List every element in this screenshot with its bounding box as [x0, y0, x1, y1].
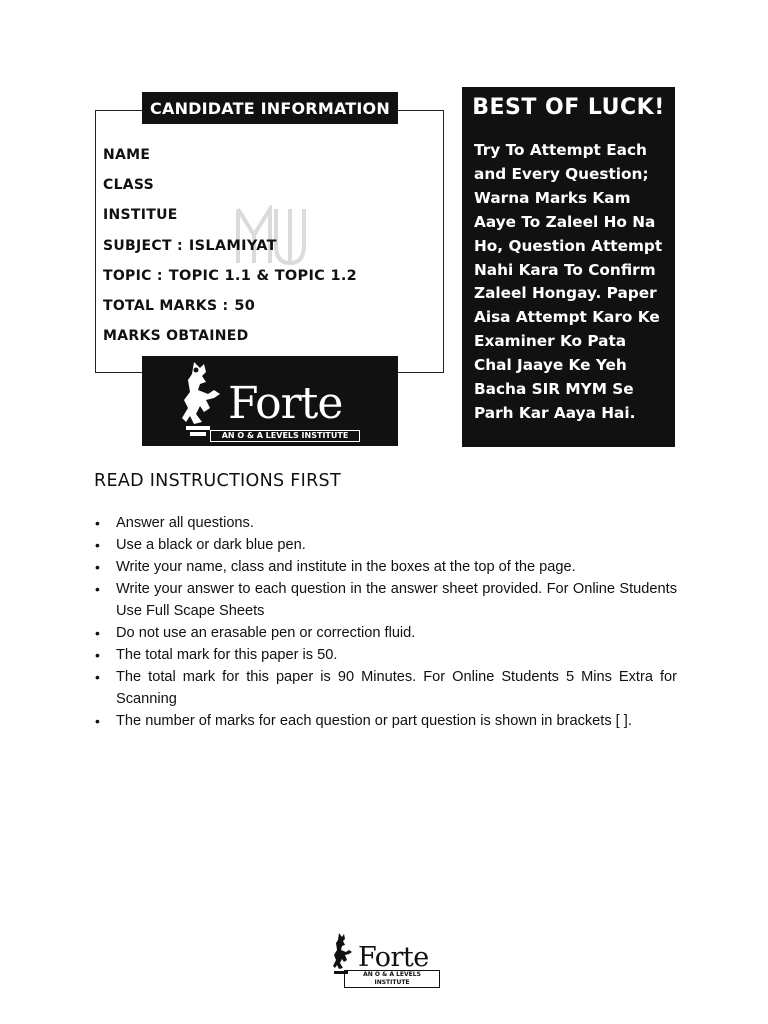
candidate-info-header: CANDIDATE INFORMATION: [142, 92, 398, 124]
class-field: [103, 170, 433, 200]
field-label: SUBJECT :: [103, 237, 183, 254]
topic-field: [103, 261, 433, 291]
luck-line: Try To Attempt Each: [474, 141, 647, 159]
institute-field: [103, 200, 433, 230]
luck-line: Chal Jaaye Ke Yeh: [474, 356, 627, 375]
field-value: TOPIC 1.1 & TOPIC 1.2: [168, 267, 358, 284]
luck-message: [474, 139, 674, 426]
luck-line: Aaye To Zaleel Ho Na: [474, 212, 656, 231]
best-of-luck-box: [462, 87, 675, 447]
logo-name: Forte: [228, 378, 343, 429]
footer-logo-name: Forte: [358, 942, 429, 973]
field-label: TOPIC :: [103, 267, 163, 284]
field-label: NAME: [103, 147, 151, 164]
luck-line: Parh Kar Aaya Hai.: [474, 403, 636, 422]
luck-line: Zaleel Hongay. Paper: [474, 284, 657, 303]
subject-field: [103, 231, 433, 261]
list-item: • Do not use an erasable pen or correction fluid.: [94, 622, 677, 644]
list-item: • Write your answer to each question in the answer sheet provided. For Online Students Use Full Scape Sheets: [94, 578, 677, 622]
footer-logo: [332, 932, 440, 986]
luck-line: Bacha SIR MYM Se: [474, 380, 634, 399]
instructions-list: [94, 512, 677, 732]
field-value: ISLAMIYAT: [188, 237, 277, 254]
luck-line: Warna Marks Kam: [474, 188, 631, 207]
field-label: MARKS OBTAINED: [103, 328, 249, 345]
list-item: • The total mark for this paper is 50.: [94, 644, 677, 666]
list-item: • The total mark for this paper is 90 Minutes. For Online Students 5 Mins Extra for Scanning: [94, 666, 677, 710]
instructions-heading: READ INSTRUCTIONS FIRST: [94, 471, 341, 491]
luck-line: Nahi Kara To Confirm: [474, 260, 656, 279]
luck-line: Examiner Ko Pata: [474, 332, 627, 351]
field-label: INSTITUE: [103, 207, 178, 224]
field-label: CLASS: [103, 177, 155, 194]
name-field: [103, 140, 433, 170]
luck-title: BEST OF LUCK!: [472, 95, 665, 120]
field-label: TOTAL MARKS :: [103, 298, 229, 315]
list-item: • The number of marks for each question or part question is shown in brackets [ ].: [94, 710, 677, 732]
footer-logo-tagline: AN O & A LEVELS INSTITUTE: [344, 970, 440, 988]
list-item: • Use a black or dark blue pen.: [94, 534, 677, 556]
total-marks-field: [103, 291, 433, 321]
list-item: • Answer all questions.: [94, 512, 677, 534]
candidate-fields: [103, 140, 433, 351]
logo-tagline: AN O & A LEVELS INSTITUTE: [210, 430, 360, 442]
luck-line: Ho, Question Attempt: [474, 236, 663, 255]
luck-line: Aisa Attempt Karo Ke: [474, 308, 660, 327]
luck-line: and Every Question;: [474, 164, 649, 183]
field-value: 50: [234, 298, 256, 315]
forte-logo: [142, 356, 398, 446]
list-item: • Write your name, class and institute in the boxes at the top of the page.: [94, 556, 677, 578]
marks-obtained-field: [103, 321, 433, 351]
